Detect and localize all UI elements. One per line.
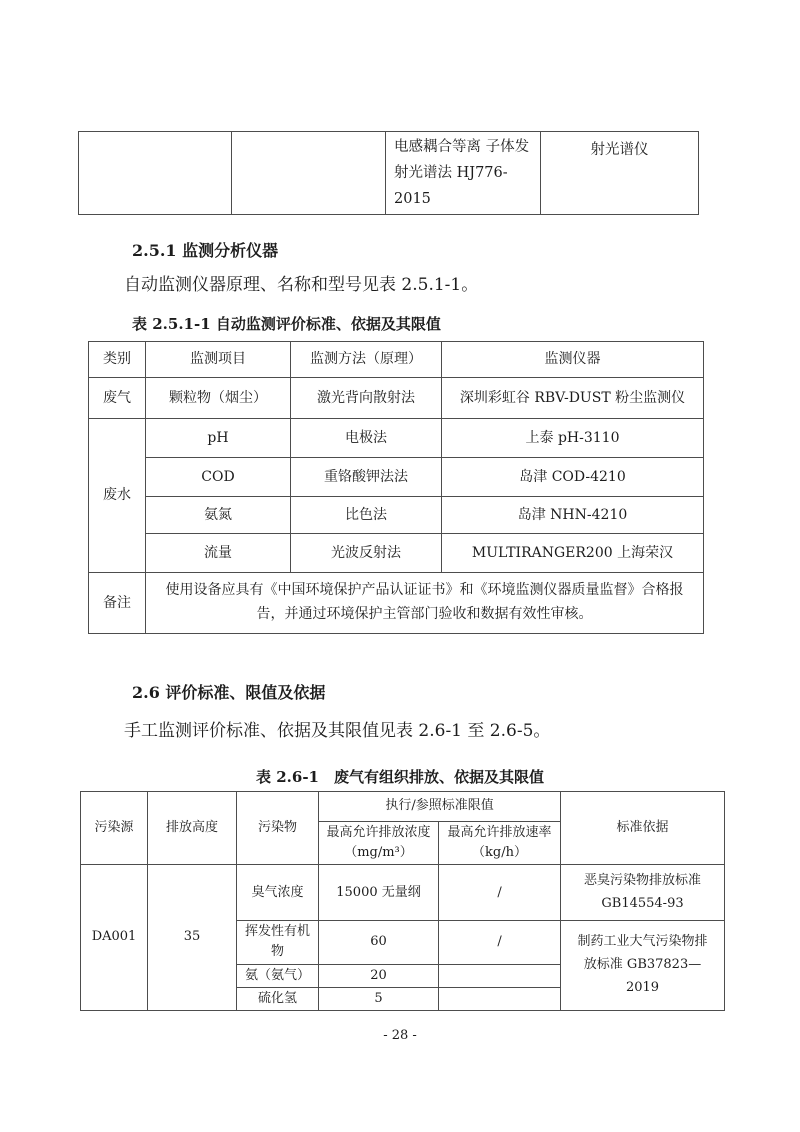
cell-instrument: MULTIRANGER200 上海荣汉 bbox=[442, 534, 704, 573]
header-limit-group: 执行/参照标准限值 bbox=[319, 792, 561, 822]
header-pollution-source: 污染源 bbox=[81, 792, 148, 865]
table-2-6-1 bbox=[80, 791, 725, 1011]
cell-pollutant: 氨（氨气） bbox=[237, 964, 319, 987]
table-row-remark bbox=[89, 573, 704, 634]
cell-method: 光波反射法 bbox=[291, 534, 442, 573]
fragment-cell-instrument: 射光谱仪 bbox=[541, 132, 699, 215]
section-heading-2-5-1: 2.5.1 监测分析仪器 bbox=[132, 241, 279, 260]
header-max-rate: 最高允许排放速率（kg/h） bbox=[439, 822, 561, 865]
table-row-ph bbox=[89, 419, 704, 458]
cell-method: 电极法 bbox=[291, 419, 442, 458]
fragment-cell-empty-2 bbox=[232, 132, 386, 215]
cell-instrument: 岛津 COD-4210 bbox=[442, 458, 704, 497]
cell-instrument: 上泰 pH-3110 bbox=[442, 419, 704, 458]
cell-item: 流量 bbox=[146, 534, 291, 573]
table-2-5-1-1 bbox=[88, 341, 704, 634]
cell-category-waste-water: 废水 bbox=[89, 419, 146, 573]
cell-rate: / bbox=[439, 865, 561, 921]
header-method: 监测方法（原理） bbox=[291, 342, 442, 378]
table-title-2-5-1-1: 表 2.5.1-1 自动监测评价标准、依据及其限值 bbox=[132, 315, 441, 333]
cell-concentration: 20 bbox=[319, 964, 439, 987]
cell-pollutant: 挥发性有机物 bbox=[237, 921, 319, 964]
cell-rate: / bbox=[439, 921, 561, 964]
cell-rate bbox=[439, 964, 561, 987]
header-max-concentration: 最高允许排放浓度（mg/m³） bbox=[319, 822, 439, 865]
table-header-row bbox=[89, 342, 704, 378]
paragraph-2-5-1: 自动监测仪器原理、名称和型号见表 2.5.1-1。 bbox=[124, 275, 479, 295]
table-title-2-6-1: 表 2.6-1 废气有组织排放、依据及其限值 bbox=[256, 768, 544, 786]
cell-item: 氨氮 bbox=[146, 497, 291, 534]
cell-instrument: 岛津 NHN-4210 bbox=[442, 497, 704, 534]
table-row-ammonia-nitrogen bbox=[89, 497, 704, 534]
cell-method: 重铬酸钾法法 bbox=[291, 458, 442, 497]
table-row-waste-gas bbox=[89, 378, 704, 419]
cell-basis-pharma: 制药工业大气污染物排放标准 GB37823—2019 bbox=[561, 921, 725, 1011]
section-heading-2-6: 2.6 评价标准、限值及依据 bbox=[132, 683, 326, 702]
header-standard-basis: 标准依据 bbox=[561, 792, 725, 865]
cell-concentration: 60 bbox=[319, 921, 439, 964]
cell-basis-odor: 恶臭污染物排放标准 GB14554-93 bbox=[561, 865, 725, 921]
method-line-1: 电感耦合等离 子体发 bbox=[394, 139, 530, 155]
cell-item: pH bbox=[146, 419, 291, 458]
table-header-row-1 bbox=[81, 792, 725, 822]
cell-height: 35 bbox=[148, 865, 237, 1011]
fragment-cell-method bbox=[386, 132, 541, 215]
paragraph-2-6: 手工监测评价标准、依据及其限值见表 2.6-1 至 2.6-5。 bbox=[124, 721, 551, 741]
cell-concentration: 5 bbox=[319, 987, 439, 1010]
cell-remark-label: 备注 bbox=[89, 573, 146, 634]
cell-item: COD bbox=[146, 458, 291, 497]
header-pollutant: 污染物 bbox=[237, 792, 319, 865]
table-row-odor bbox=[81, 865, 725, 921]
cell-rate bbox=[439, 987, 561, 1010]
table-row-flow bbox=[89, 534, 704, 573]
cell-source: DA001 bbox=[81, 865, 148, 1011]
header-item: 监测项目 bbox=[146, 342, 291, 378]
cell-category-waste-gas: 废气 bbox=[89, 378, 146, 419]
cell-concentration: 15000 无量纲 bbox=[319, 865, 439, 921]
cell-pollutant: 臭气浓度 bbox=[237, 865, 319, 921]
fragment-cell-empty-1 bbox=[79, 132, 232, 215]
previous-table-fragment bbox=[78, 131, 699, 215]
cell-method: 激光背向散射法 bbox=[291, 378, 442, 419]
table-row bbox=[79, 132, 699, 215]
page-number: - 28 - bbox=[383, 1028, 417, 1043]
cell-method: 比色法 bbox=[291, 497, 442, 534]
cell-item: 颗粒物（烟尘） bbox=[146, 378, 291, 419]
header-instrument: 监测仪器 bbox=[442, 342, 704, 378]
cell-pollutant: 硫化氢 bbox=[237, 987, 319, 1010]
header-emission-height: 排放高度 bbox=[148, 792, 237, 865]
table-row-cod bbox=[89, 458, 704, 497]
header-category: 类别 bbox=[89, 342, 146, 378]
method-line-2: 射光谱法 HJ776-2015 bbox=[394, 165, 508, 207]
cell-instrument: 深圳彩虹谷 RBV-DUST 粉尘监测仪 bbox=[442, 378, 704, 419]
cell-remark-text: 使用设备应具有《中国环境保护产品认证证书》和《环境监测仪器质量监督》合格报告，并通过环境保护主管部门验收和数据有效性审核。 bbox=[146, 573, 704, 634]
